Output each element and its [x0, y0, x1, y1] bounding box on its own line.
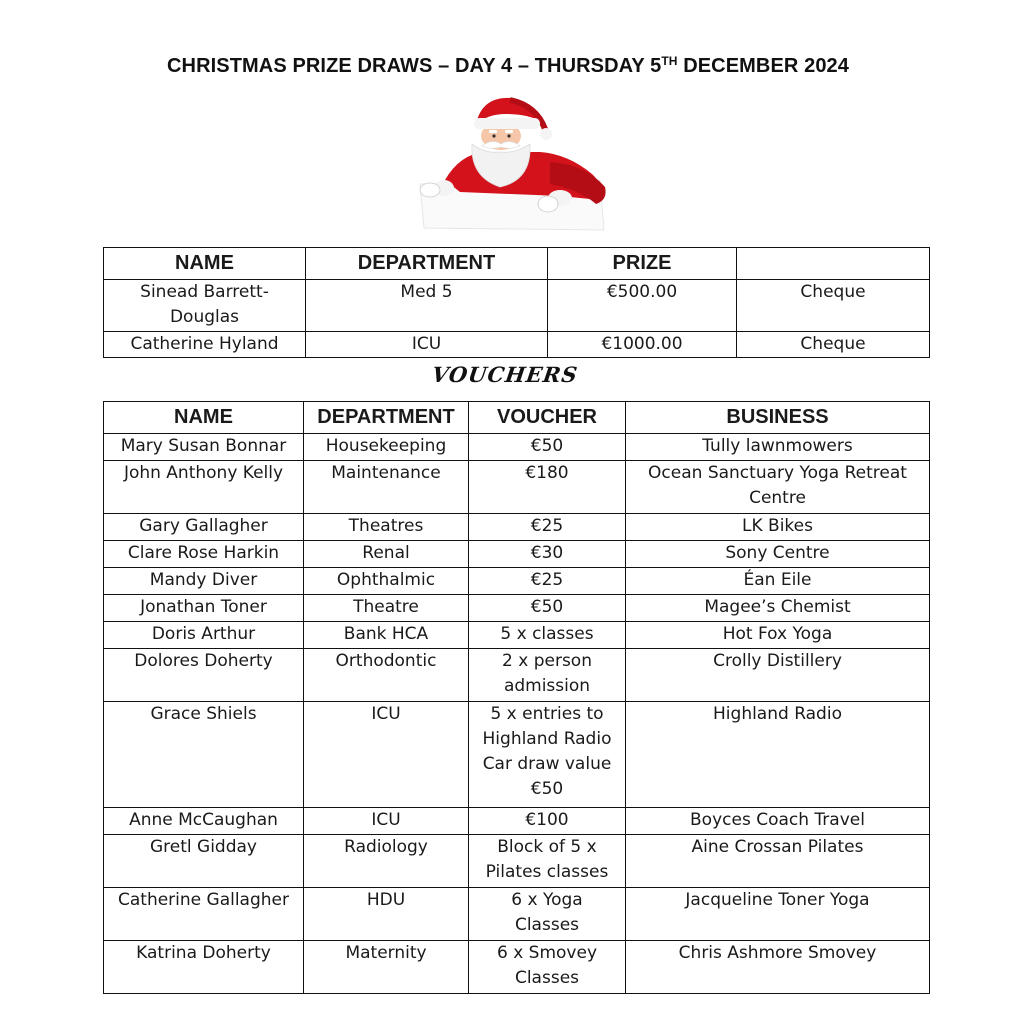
voucher-value: €50: [469, 434, 626, 461]
winner-department: ICU: [304, 702, 469, 808]
voucher-business: Highland Radio: [626, 702, 930, 808]
table-row: [104, 332, 930, 358]
table-row: [104, 622, 930, 649]
voucher-header-business: BUSINESS: [626, 402, 930, 434]
winner-name: Sinead Barrett-Douglas: [104, 280, 306, 332]
voucher-business: Boyces Coach Travel: [626, 808, 930, 835]
voucher-business: Tully lawnmowers: [626, 434, 930, 461]
table-row: [104, 888, 930, 941]
table-row: [104, 280, 930, 332]
voucher-value: €25: [469, 568, 626, 595]
winner-name: Catherine Gallagher: [104, 888, 304, 941]
winner-department: Orthodontic: [304, 649, 469, 702]
winner-prize-type: Cheque: [737, 332, 930, 358]
prize-header-prize: PRIZE: [548, 248, 737, 280]
winner-department: Radiology: [304, 835, 469, 888]
voucher-value: 6 x Smovey Classes: [469, 941, 626, 994]
winner-name: John Anthony Kelly: [104, 461, 304, 514]
winner-department: Med 5: [306, 280, 548, 332]
winner-name: Mary Susan Bonnar: [104, 434, 304, 461]
winner-name: Mandy Diver: [104, 568, 304, 595]
voucher-table-header-row: [104, 402, 930, 434]
page-title-tail: DECEMBER 2024: [677, 55, 849, 77]
winner-name: Gary Gallagher: [104, 514, 304, 541]
page-title: [0, 54, 1016, 78]
voucher-header-voucher: VOUCHER: [469, 402, 626, 434]
voucher-value: €30: [469, 541, 626, 568]
voucher-value: €100: [469, 808, 626, 835]
prize-table-header-row: [104, 248, 930, 280]
prize-header-name: NAME: [104, 248, 306, 280]
winner-department: ICU: [304, 808, 469, 835]
voucher-business: Ocean Sanctuary Yoga Retreat Centre: [626, 461, 930, 514]
prize-header-type: [737, 248, 930, 280]
winner-department: Theatres: [304, 514, 469, 541]
winner-prize-type: Cheque: [737, 280, 930, 332]
winner-department: ICU: [306, 332, 548, 358]
page-title-main: CHRISTMAS PRIZE DRAWS – DAY 4 – THURSDAY 5: [167, 55, 662, 77]
table-row: [104, 595, 930, 622]
winner-name: Gretl Gidday: [104, 835, 304, 888]
winner-department: Housekeeping: [304, 434, 469, 461]
voucher-value: 5 x entries to Highland Radio Car draw value €50: [469, 702, 626, 808]
voucher-value: €180: [469, 461, 626, 514]
table-row: [104, 835, 930, 888]
winner-department: Bank HCA: [304, 622, 469, 649]
voucher-value: 2 x person admission: [469, 649, 626, 702]
voucher-value: 5 x classes: [469, 622, 626, 649]
winner-name: Clare Rose Harkin: [104, 541, 304, 568]
table-row: [104, 541, 930, 568]
voucher-business: Éan Eile: [626, 568, 930, 595]
voucher-business: Hot Fox Yoga: [626, 622, 930, 649]
voucher-business: Magee’s Chemist: [626, 595, 930, 622]
prize-table: [103, 247, 930, 358]
winner-name: Dolores Doherty: [104, 649, 304, 702]
table-row: [104, 941, 930, 994]
winner-department: Maternity: [304, 941, 469, 994]
voucher-table-body: [104, 434, 930, 994]
winner-prize: €500.00: [548, 280, 737, 332]
winner-name: Catherine Hyland: [104, 332, 306, 358]
voucher-business: Crolly Distillery: [626, 649, 930, 702]
page-title-superscript: TH: [661, 54, 678, 68]
vouchers-heading: VOUCHERS: [430, 362, 580, 387]
voucher-business: Sony Centre: [626, 541, 930, 568]
voucher-business: LK Bikes: [626, 514, 930, 541]
voucher-value: 6 x Yoga Classes: [469, 888, 626, 941]
table-row: [104, 568, 930, 595]
winner-prize: €1000.00: [548, 332, 737, 358]
voucher-business: Aine Crossan Pilates: [626, 835, 930, 888]
voucher-value: €25: [469, 514, 626, 541]
table-row: [104, 514, 930, 541]
santa-image: [400, 92, 620, 232]
voucher-value: €50: [469, 595, 626, 622]
voucher-header-department: DEPARTMENT: [304, 402, 469, 434]
table-row: [104, 461, 930, 514]
table-row: [104, 808, 930, 835]
winner-department: Theatre: [304, 595, 469, 622]
prize-header-department: DEPARTMENT: [306, 248, 548, 280]
table-row: [104, 649, 930, 702]
winner-name: Doris Arthur: [104, 622, 304, 649]
voucher-value: Block of 5 x Pilates classes: [469, 835, 626, 888]
winner-name: Katrina Doherty: [104, 941, 304, 994]
winner-name: Grace Shiels: [104, 702, 304, 808]
winner-department: HDU: [304, 888, 469, 941]
winner-name: Anne McCaughan: [104, 808, 304, 835]
voucher-business: Jacqueline Toner Yoga: [626, 888, 930, 941]
table-row: [104, 434, 930, 461]
winner-department: Maintenance: [304, 461, 469, 514]
table-row: [104, 702, 930, 808]
winner-department: Renal: [304, 541, 469, 568]
voucher-table: [103, 401, 930, 994]
voucher-header-name: NAME: [104, 402, 304, 434]
winner-department: Ophthalmic: [304, 568, 469, 595]
voucher-business: Chris Ashmore Smovey: [626, 941, 930, 994]
winner-name: Jonathan Toner: [104, 595, 304, 622]
